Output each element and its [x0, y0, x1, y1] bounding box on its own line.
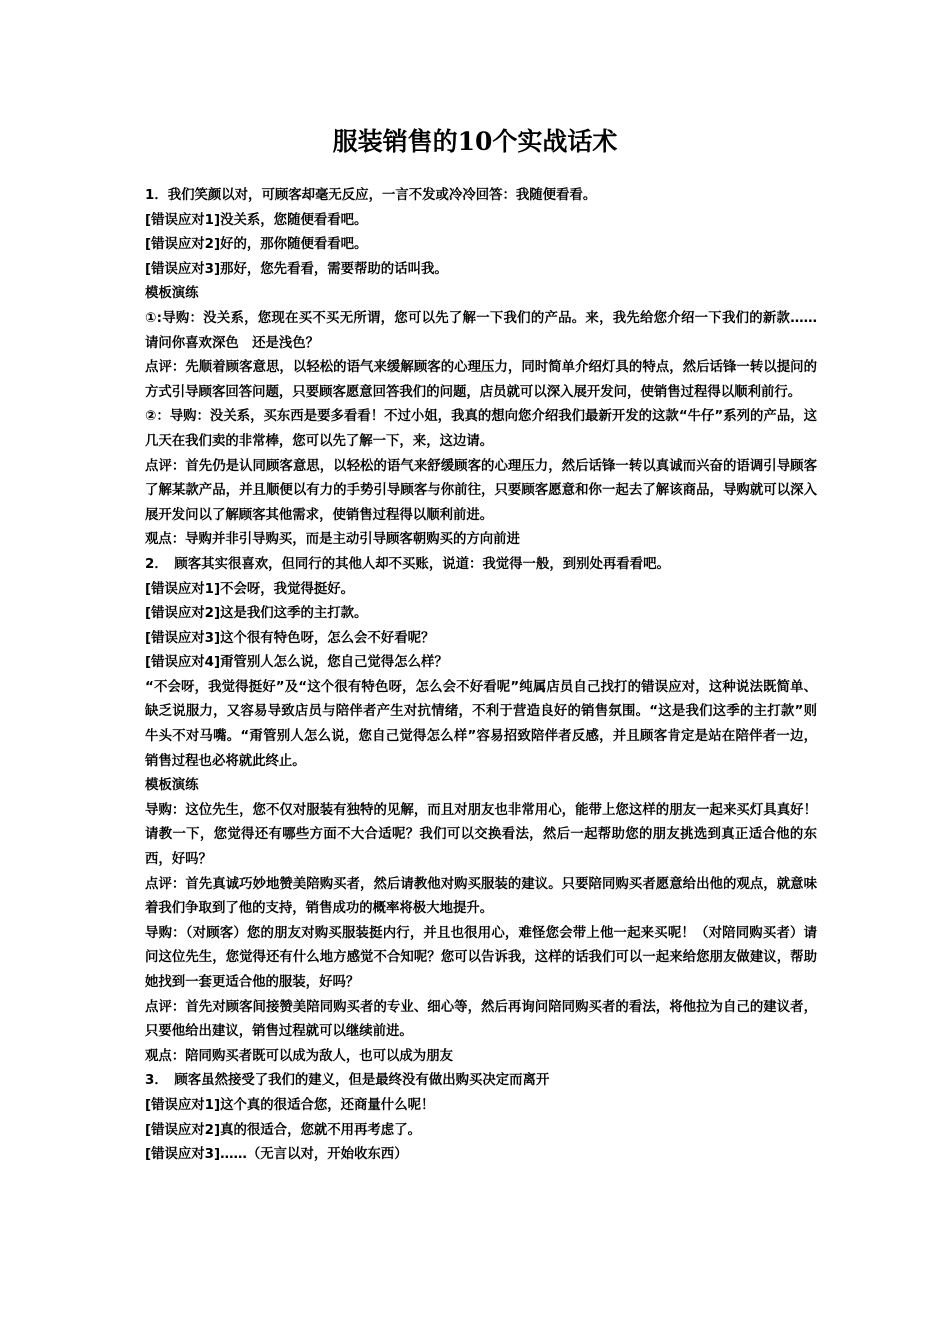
document-body: [145, 184, 817, 1168]
paragraph: 点评：先顺着顾客意思，以轻松的语气来缓解顾客的心理压力，同时简单介绍灯具的特点，然后话锋一转以提问的方式引导顾客回答问题，只要顾客愿意回答我们的问题，店员就可以深入展开发问，使销售过程得以顺利前行。: [145, 360, 817, 400]
paragraph: [错误应对1]没关系，您随便看看吧。: [145, 212, 368, 228]
paragraph: 1．我们笑颜以对，可顾客却毫无反应，一言不发或冷冷回答：我随便看看。: [145, 188, 597, 203]
paragraph: 模板演练: [145, 286, 199, 302]
paragraph: 观点：导购并非引导购买，而是主动引导顾客朝购买的方向前进: [145, 532, 520, 548]
paragraph: [错误应对3]那好，您先看看，需要帮助的话叫我。: [145, 261, 448, 277]
paragraph: “不会呀，我觉得挺好”及“这个很有特色呀，怎么会不好看呢”纯属店员自己找打的错误应对，这种说法既简单、缺乏说服力，又容易导致店员与陪伴者产生对抗情绪，不利于营造良好的销售氛围。“这是我们这季的主打款”则牛头不对马嘴。“甭管别人怎么说，您自己觉得怎么样”容易招致陪伴者反感，并且顾客肯定是站在陪伴者一边，销售过程也必将就此终止。: [145, 679, 817, 769]
paragraph: 导购：这位先生，您不仅对服装有独特的见解，而且对朋友也非常用心，能带上您这样的朋友一起来买灯具真好！请教一下，您觉得还有哪些方面不大合适呢？我们可以交换看法，然后一起帮助您的朋友挑选到真正适合他的东西，好吗？: [145, 802, 817, 868]
paragraph: [错误应对3]这个很有特色呀，怎么会不好看呢？: [145, 630, 435, 646]
paragraph: 3． 顾客虽然接受了我们的建义，但是最终没有做出购买决定而离开: [145, 1073, 550, 1089]
paragraph: 观点：陪同购买者既可以成为敌人，也可以成为朋友: [145, 1048, 453, 1064]
paragraph: ②：导购：没关系，买东西是要多看看！不过小姐，我真的想向您介绍我们最新开发的这款“牛仔”系列的产品，这几天在我们卖的非常棒，您可以先了解一下，来，这边请。: [145, 409, 817, 449]
paragraph: [错误应对1]这个真的很适合您，还商量什么呢！: [145, 1097, 435, 1113]
paragraph: 点评：首先真诚巧妙地赞美陪购买者，然后请教他对购买服装的建议。只要陪同购买者愿意给出他的观点，就意味着我们争取到了他的支持，销售成功的概率将极大地提升。: [145, 876, 817, 917]
paragraph: [错误应对1]不会呀，我觉得挺好。: [145, 581, 355, 597]
paragraph: 导购：（对顾客）您的朋友对购买服装挺内行，并且也很用心，难怪您会带上他一起来买呢！（对陪同购买者）请问这位先生，您觉得还有什么地方感觉不合知呢？您可以告诉我，这样的话我们可以一起来给您朋友做建议，帮助她找到一套更适合他的服装，好吗？: [145, 925, 817, 990]
paragraph: 模板演练: [145, 778, 199, 794]
paragraph: [错误应对2]好的，那你随便看看吧。: [145, 237, 368, 253]
document-title: 服装销售的10个实战话术: [332, 127, 618, 156]
paragraph: 点评：首先对顾客间接赞美陪同购买者的专业、细心等，然后再询问陪同购买者的看法，将他拉为自己的建议者，只要他给出建议，销售过程就可以继续前进。: [145, 999, 817, 1040]
paragraph: [错误应对4]甭管别人怎么说，您自己觉得怎么样？: [145, 655, 448, 671]
paragraph: [错误应对3]……（无言以对，开始收东西）: [145, 1147, 408, 1163]
paragraph: [错误应对2]真的很适合，您就不用再考虑了。: [145, 1122, 421, 1138]
paragraph: [错误应对2]这是我们这季的主打款。: [145, 606, 368, 622]
paragraph: 2． 顾客其实很喜欢，但同行的其他人却不买账，说道：我觉得一般，到别处再看看吧。: [145, 556, 670, 572]
paragraph: ①:导购：没关系，您现在买不买无所谓，您可以先了解一下我们的产品。来，我先给您介绍一下我们的新款……请问你喜欢深色 还是浅色？: [145, 310, 817, 351]
paragraph: 点评：首先仍是认同顾客意思，以轻松的语气来舒缓顾客的心理压力，然后话锋一转以真诚而兴奋的语调引导顾客了解某款产品，并且顺便以有力的手势引导顾客与你前往，只要顾客愿意和你一起去了解该商品，导购就可以深入展开发问以了解顾客其他需求，使销售过程得以顺利前进。: [145, 458, 817, 523]
